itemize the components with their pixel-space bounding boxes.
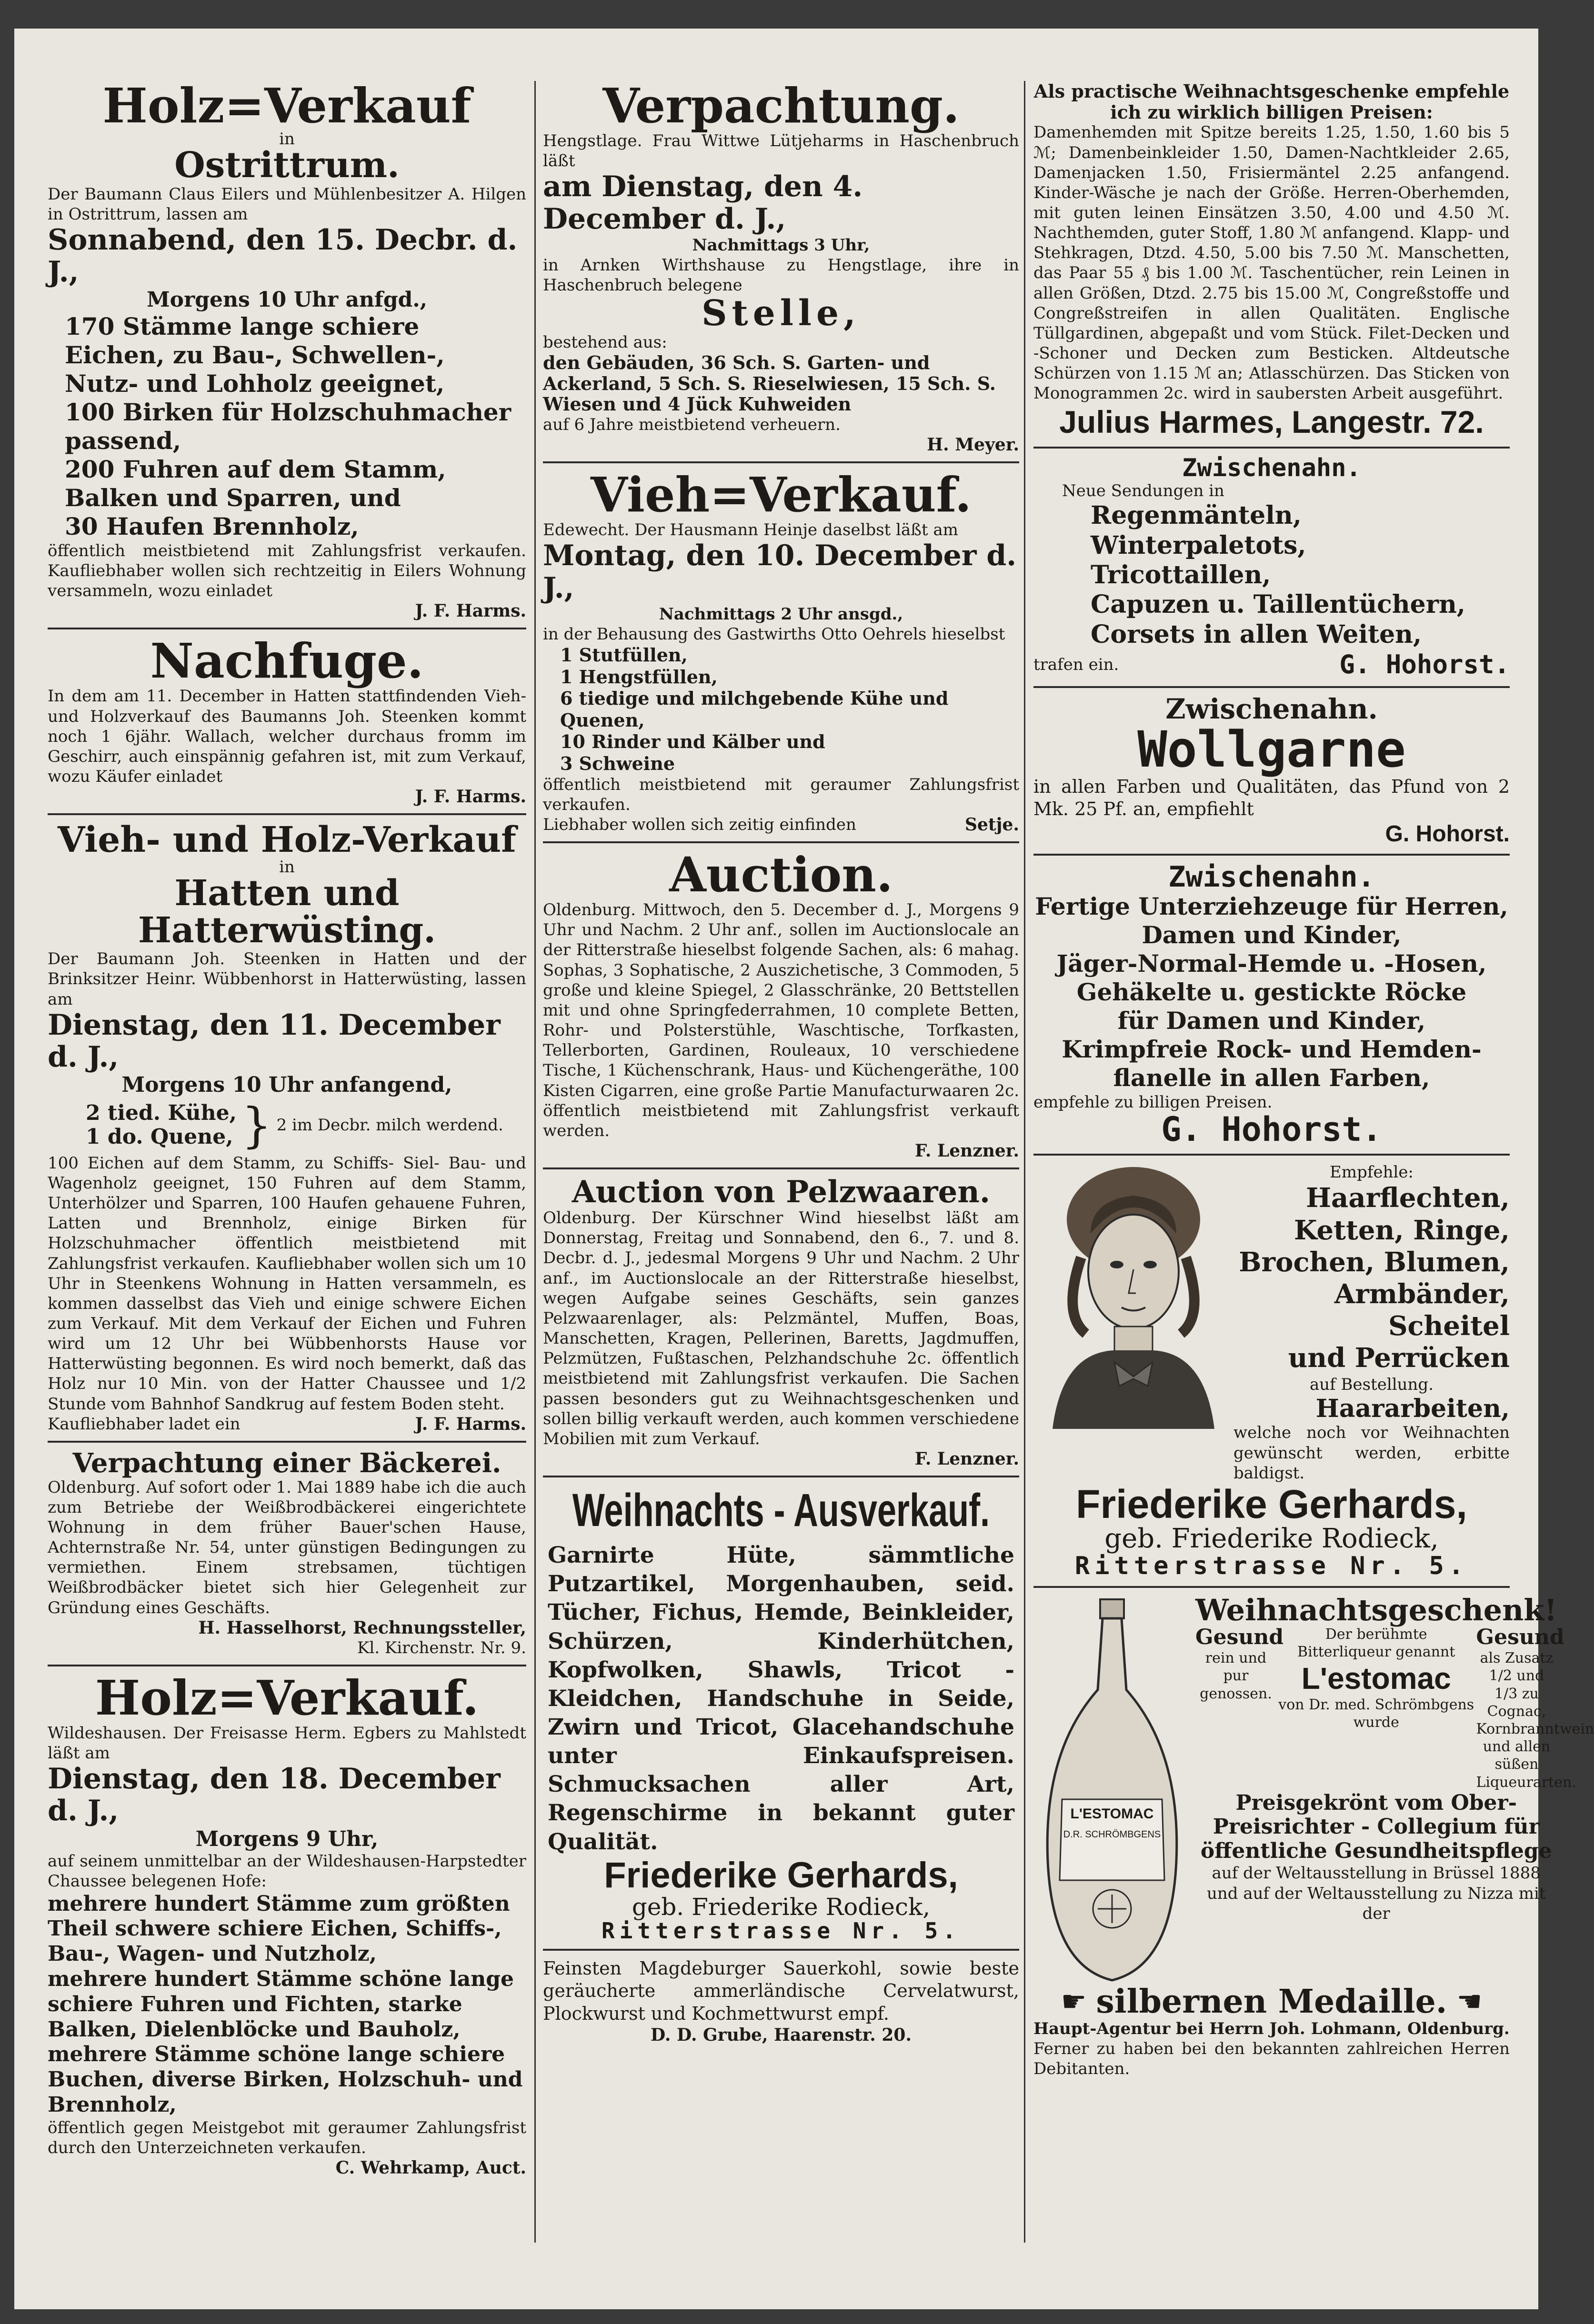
ad-date: Montag, den 10. December d. J.,: [543, 539, 1017, 605]
separator: [48, 628, 526, 629]
ad-item: 6 tiedige und milchgebende Kühe und Quenen,: [560, 688, 949, 731]
ad-hohorst-wollgarne: [1033, 695, 1510, 847]
brand-name: L'estomac: [1301, 1661, 1451, 1696]
ad-signature: H. Hasselhorst, Rechnungssteller,: [198, 1617, 526, 1638]
ad-cattle-note: 2 im Decbr. milch werdend.: [276, 1116, 503, 1135]
ad-item: 10 Rinder und Kälber und: [560, 731, 825, 753]
ad-item: 170 Stämme lange schiere Eichen, zu Bau-, Schwellen-, Nutz- und Lohholz geeignet,: [65, 312, 445, 398]
ad-title: Zwischenahn.: [1165, 693, 1378, 726]
ad-cattle-line: 2 tied. Kühe,: [86, 1100, 237, 1125]
separator: [1033, 686, 1510, 688]
ad-items: [48, 312, 526, 541]
ad-outro: trafen ein.: [1033, 655, 1119, 674]
ad-signature: F. Lenzner.: [914, 1449, 1019, 1469]
ad-text: Feinsten Magdeburger Sauerkohl, sowie beste geräucherte ammerländische Cervelatwurst, Plockwurst und Kochmettwurst empf.: [543, 1958, 1019, 2024]
separator: [1033, 1586, 1510, 1588]
ad-title: Weihnachtsgeschenk!: [1195, 1592, 1557, 1627]
ad-date: am Dienstag, den 4. December d. J.,: [543, 170, 863, 236]
ad-place: Ostrittrum.: [174, 145, 400, 186]
ad-item: Regenmänteln,: [1091, 501, 1302, 530]
ad-item: Tricottaillen,: [1091, 560, 1271, 590]
ad-consists: bestehend aus:: [543, 332, 667, 352]
medal-text: silbernen Medaille.: [1096, 1982, 1447, 2021]
ad-in: in: [279, 857, 295, 877]
ad-address: Kl. Kirchenstr. Nr. 9.: [357, 1638, 526, 1657]
ad-intro: Empfehle:: [1330, 1163, 1414, 1182]
ad-hohorst-zwischenahn-1: [1033, 455, 1510, 680]
ad-lestomac: [1033, 1592, 1594, 2079]
shop-street: Ritterstrasse Nr. 5.: [1074, 1551, 1469, 1580]
ad-text: 100 Eichen auf dem Stamm, zu Schiffs- Siel- Bau- und Wagenholz geeignet, 150 Fuhren auf dem Stamm, Unterhölzer und Sparren, 100 Haufen gehauene Fuhren, Latten und Brennholz, einige Birken für Holzschuhmacher öffentlich meistbietend mit Zahlungsfrist verkaufen. Kaufliebhaber wollen sich um 10 Uhr in Steenkens Wohnung in Hatten versammeln, es kommen dasselbst das Vieh und einige schwere Eichen zum Verkauf. Mit dem Verkauf der Eichen und Fuhren wird um 12 Uhr bei Wübbenhorsts Hause vor Hatterwüsting begonnen. Es wird noch bemerkt, daß das Holz nur 10 Min. von der Hatter Chaussee und 1/2 Stunde vom Bahnhof Sandkrug auf festem Boden steht.: [48, 1153, 526, 1414]
column-1: [48, 78, 526, 2252]
ad-item: 1 Stutfüllen,: [560, 644, 688, 666]
ad-time: Morgens 10 Uhr anfangend,: [121, 1073, 452, 1097]
ad-outro: Ferner zu haben bei den bekannten zahlreichen Herren Debitanten.: [1033, 2039, 1510, 2079]
ad-verpachtung-baeckerei: [48, 1449, 526, 1658]
ad-item: mehrere hundert Stämme zum größten Theil schwere schiere Eichen, Schiffs-, Bau-, Wagen- und Nutzholz,: [48, 1891, 510, 1966]
ad-text: Oldenburg. Der Kürschner Wind hieselbst läßt am Donnerstag, Freitag und Sonnabend, den 6., 7. und 8. Decbr. d. J., jedesmal Morgens 9 Uhr und Nachm. 2 Uhr anf., im Auctionslocale an der Ritterstraße hieselbst, wegen Aufgabe seines Geschäfts, sein ganzes Pelzwaarenlager, als: Pelzmäntel, Muffen, Boas, Manschetten, Kragen, Pellerinen, Baretts, Jagdmuffen, Pelzmützen, Fußtaschen, Pelzhandschuhe 2c. öffentlich meistbietend mit Zahlungsfrist verkaufen. Die Sachen passen besonders gut zu Weihnachtsgeschenken und sollen billig verkauft werden, auch kommen verschiedene Mobilien mit zum Verkauf.: [543, 1208, 1019, 1448]
ad-items: den Gebäuden, 36 Sch. S. Garten- und Ackerland, 5 Sch. S. Rieselwiesen, 15 Sch. S. Wiesen und 4 Jück Kuhweiden: [543, 352, 996, 415]
ad-place: Hatten und Hatterwüsting.: [138, 872, 436, 951]
ad-line: für Damen und Kinder,: [1117, 1006, 1426, 1035]
ad-holz-verkauf-wildeshausen: [48, 1669, 526, 2178]
gesund-sub: als Zusatz 1/2 und 1/3 zu Cognac, Kornbranntwein und allen süßen Liqueurarten.: [1476, 1650, 1594, 1791]
ad-title: Vieh- und Holz-Verkauf: [58, 819, 516, 861]
ad-items: [543, 644, 1019, 775]
separator: [48, 813, 526, 815]
ad-cattle-line: 1 do. Quene,: [86, 1125, 233, 1149]
ad-signature: G. Hohorst.: [1339, 649, 1510, 680]
ad-lines: [1033, 892, 1510, 1092]
ad-signature: Julius Harmes, Langestr. 72.: [1059, 404, 1484, 439]
separator: [48, 1665, 526, 1666]
ad-title: Holz=Verkauf: [102, 78, 471, 134]
ad-text: Damenhemden mit Spitze bereits 1.25, 1.50, 1.60 bis 5 ℳ; Damenbeinkleider 1.50, Damen-Nachtkleider 2.65, Damenjacken 1.50, Frisiermäntel 2.25 anfangend. Kinder-Wäsche je nach der Größe. Herren-Oberhemden, mit guten leinen Einsätzen 3.50, 4.00 und 4.50 ℳ. Nachthemden, guter Stoff, 1.80 ℳ anfangend. Klapp- und Stehkragen, Dtzd. 4.50, 5.00 bis 7.50 ℳ. Manschetten, das Paar 55 ₰ bis 1.00 ℳ. Taschentücher, rein Leinen in allen Größen, Dtzd. 2.75 bis 15.00 ℳ, Congreßstoffe und Congreßstreifen in allen Qualitäten. Englische Tüllgardinen, abgepaßt und vom Stück. Filet-Decken und -Schoner und Decken zum Besticken. Altdeutsche Schürzen von 1.15 ℳ an; Atlasschürzen. Das Sticken von Monogrammen 2c. wird in saubersten Arbeit ausgeführt.: [1033, 123, 1510, 403]
ad-holz-verkauf-ostrittrum: [48, 78, 526, 621]
ad-line: Damen und Kinder,: [1142, 920, 1402, 949]
ad-verpachtung: [543, 78, 1019, 455]
ad-vieh-verkauf: [543, 467, 1019, 835]
ad-title: Weihnachts - Ausverkauf.: [572, 1485, 990, 1536]
ad-outro: Liebhaber wollen sich zeitig einfinden: [543, 815, 856, 834]
separator: [1033, 447, 1510, 449]
separator: [543, 461, 1019, 463]
column-3: [1033, 80, 1594, 2252]
ad-location: in der Behausung des Gastwirths Otto Oehrels hieselbst: [543, 624, 1005, 644]
bottle-label-text: L'ESTOMAC: [1070, 1805, 1154, 1822]
liqueur-intro: Der berühmte Bitterliqueur genannt: [1297, 1626, 1455, 1660]
ad-date: Dienstag, den 18. December d. J.,: [48, 1762, 501, 1828]
ad-auction-pelzwaaren: [543, 1176, 1019, 1469]
ad-item: 100 Birken für Holzschuhmacher passend,: [65, 398, 511, 455]
ad-friederike-gerhards: [1033, 1162, 1510, 1579]
ad-title: Nachfuge.: [150, 633, 424, 689]
column-divider: [534, 81, 536, 2243]
separator: [1033, 854, 1510, 856]
ad-auction: [543, 847, 1019, 1161]
separator: [543, 1949, 1019, 1951]
woman-portrait-illustration: [1033, 1162, 1233, 1429]
ad-item: Brochen, Blumen,: [1239, 1246, 1510, 1278]
ad-title: Verpachtung einer Bäckerei.: [72, 1447, 501, 1479]
ad-signature: C. Wehrkamp, Auct.: [335, 2158, 526, 2178]
ad-title: Verpachtung.: [602, 78, 960, 134]
ad-time: Morgens 10 Uhr anfgd.,: [146, 288, 428, 312]
ad-intro: Der Baumann Claus Eilers und Mühlenbesitzer A. Hilgen in Ostrittrum, lassen am: [48, 184, 526, 224]
ad-title: Zwischenahn.: [1182, 453, 1361, 482]
ad-location: in Arnken Wirthshause zu Hengstlage, ihre in Haschenbruch belegene: [543, 255, 1019, 295]
ad-time: Nachmittags 3 Uhr,: [692, 235, 870, 255]
ad-intro: Edewecht. Der Hausmann Heinje daselbst läßt am: [543, 520, 958, 540]
ad-signature: J. F. Harms.: [415, 601, 526, 621]
ad-outro: auf 6 Jahre meistbietend verheuern.: [543, 415, 841, 435]
ad-line: Gehäkelte u. gestickte Röcke: [1076, 977, 1467, 1006]
ad-title: Als practische Weihnachtsgeschenke empfehle ich zu wirklich billigen Preisen:: [1033, 80, 1510, 123]
ad-items: [1033, 501, 1510, 649]
ad-title: Zwischenahn.: [1168, 860, 1375, 894]
ad-text: Oldenburg. Mittwoch, den 5. December d. J., Morgens 9 Uhr und Nachm. 2 Uhr anf., sollen im Auctionslocale an der Ritterstraße hieselbst folgende Sachen, als: 6 mahag. Sophas, 3 Sophatische, 2 Auszichetische, 3 Commoden, 5 große und kleine Spiegel, 2 Glasschränke, 20 Bettstellen mit und ohne Springfederrahmen, 10 complete Betten, Rohr- und Polsterstühle, Waschtische, Torfkasten, Tellerborten, Gardinen, Rouleaux, 10 verschiedene Tische, 1 Küchenschrank, Haus- und Küchengeräthe, 100 Kisten Cigarren, eine große Partie Manufacturwaaren 2c. öffentlich meistbietend mit Zahlungsfrist verkauft werden.: [543, 900, 1019, 1140]
gesund-sub: rein und pur genossen.: [1200, 1650, 1272, 1702]
ad-line: Jäger-Normal-Hemde u. -Hosen,: [1056, 949, 1487, 977]
separator: [543, 841, 1019, 843]
prize-text: Preisgekrönt vom Ober-Preisrichter - Collegium für öffentliche Gesundheitspflege: [1200, 1790, 1552, 1863]
ad-item: 30 Haufen Brennholz,: [65, 512, 359, 540]
ad-outro: öffentlich meistbietend mit Zahlungsfrist verkaufen. Kaufliebhaber wollen sich rechtzeitig in Eilers Wohnung versammeln, wozu einladet: [48, 541, 526, 601]
ad-item: Corsets in allen Weiten,: [1091, 619, 1422, 649]
ad-item: Capuzen u. Taillentüchern,: [1091, 590, 1466, 619]
ad-line: Krimpfreie Rock- und Hemden-: [1062, 1035, 1482, 1063]
ad-intro: Der Baumann Joh. Steenken in Hatten und der Brinksitzer Heinr. Wübbenhorst in Hatterwüsting, lassen am: [48, 949, 526, 1009]
wurde: wurde: [1353, 1714, 1399, 1731]
ad-in: in: [279, 130, 295, 149]
ad-item: und Perrücken: [1288, 1342, 1510, 1374]
ad-outro: Kaufliebhaber ladet ein: [48, 1414, 241, 1434]
ad-location: auf seinem unmittelbar an der Wildeshausen-Harpstedter Chaussee belegenen Hofe:: [48, 1852, 526, 1891]
ad-signature: J. F. Harms.: [415, 1414, 526, 1434]
pointing-hand-icon: ☚: [1456, 1985, 1483, 2019]
maker: von Dr. med. Schrömbgens: [1278, 1696, 1474, 1713]
ad-agent: Haupt-Agentur bei Herrn Joh. Lohmann, Oldenburg.: [1033, 2019, 1510, 2038]
bottle-maker-text: D.R. SCHRÖMBGENS: [1063, 1829, 1161, 1840]
ad-headline: Wollgarne: [1137, 720, 1406, 779]
ad-text: auf der Weltausstellung in Brüssel 1888 und auf der Weltausstellung zu Nizza mit der: [1206, 1864, 1546, 1923]
ad-date: Sonnabend, den 15. Decbr. d. J.,: [48, 223, 518, 289]
ad-line: flanelle in allen Farben,: [1113, 1063, 1430, 1092]
ad-item: mehrere hundert Stämme schöne lange schiere Fuhren und Fichten, starke Balken, Dielenblöcke und Bauholz,: [48, 1966, 514, 2042]
ad-item: 3 Schweine: [560, 753, 675, 775]
ad-time: Nachmittags 2 Uhr ansgd.,: [659, 604, 903, 624]
ad-text: Oldenburg. Auf sofort oder 1. Mai 1889 habe ich die auch zum Betriebe der Weißbrodbäckerei eingerichtete Wohnung in dem früher Bauer'schen Hause, Achternstraße Nr. 54, unter günstigen Bedingungen zu vermiethen. Einem strebsamen, tüchtigen Weißbrodbäcker bietet sich hier Gelegenheit zur Gründung eines Geschäfts.: [48, 1477, 526, 1617]
ad-title: Vieh=Verkauf.: [591, 467, 972, 523]
ad-hohorst-unterzeuge: [1033, 862, 1510, 1147]
shop-born: geb. Friederike Rodieck,: [1104, 1523, 1439, 1555]
gesund-label: Gesund: [1476, 1625, 1564, 1649]
ad-note: auf Bestellung.: [1309, 1375, 1434, 1394]
ad-item: Haararbeiten,: [1315, 1394, 1510, 1423]
ad-intro: Hengstlage. Frau Wittwe Lütjeharms in Haschenbruch läßt: [543, 131, 1019, 171]
ad-outro: welche noch vor Weihnachten gewünscht werden, erbitte baldigst.: [1233, 1423, 1510, 1483]
gesund-label: Gesund: [1195, 1625, 1284, 1649]
ad-outro: öffentlich meistbietend mit geraumer Zahlungsfrist verkaufen.: [543, 775, 1019, 814]
ad-signature: J. F. Harms.: [415, 787, 526, 807]
ad-signature: G. Hohorst.: [1161, 1109, 1382, 1149]
ad-text: in allen Farben und Qualitäten, das Pfund von 2 Mk. 25 Pf. an, empfiehlt: [1033, 776, 1510, 820]
ad-signature: F. Lenzner.: [914, 1140, 1019, 1161]
ad-item: Ketten, Ringe,: [1294, 1214, 1510, 1246]
shop-born: geb. Friederike Rodieck,: [632, 1893, 931, 1921]
ad-weihnachts-ausverkauf: [543, 1484, 1019, 1942]
ad-nachfuge: [48, 633, 526, 807]
ad-text: Garnirte Hüte, sämmtliche Putzartikel, Morgenhauben, seid. Tücher, Fichus, Hemde, Beinkleider, Schürzen, Kinderhütchen, Kopfwolken, Shawls, Tricot - Kleidchen, Handschuhe in Seide, Zwirn und Tricot, Glacehandschuhe unter Einkaufspreisen. Schmucksachen aller Art, Regenschirme in bekannt guter Qualität.: [548, 1542, 1014, 1855]
pointing-hand-icon: ☛: [1061, 1985, 1087, 2019]
ad-cattle: 2 tied. Kühe, 1 do. Quene, } 2 im Decbr. milch werdend.: [86, 1097, 503, 1153]
separator: [543, 1167, 1019, 1169]
ad-item: 200 Fuhren auf dem Stamm, Balken und Sparren, und: [65, 455, 446, 512]
ad-time: Morgens 9 Uhr,: [195, 1826, 379, 1851]
column-divider: [1024, 81, 1025, 2243]
ad-items: [48, 1892, 526, 2118]
separator: [48, 1441, 526, 1443]
ad-line: Fertige Unterziehzeuge für Herren,: [1035, 892, 1508, 920]
ad-intro: Wildeshausen. Der Freisasse Herm. Egbers zu Mahlstedt läßt am: [48, 1723, 526, 1763]
column-2: [543, 78, 1019, 2252]
ad-intro: Neue Sendungen in: [1062, 481, 1224, 501]
ad-julius-harmes: [1033, 81, 1510, 440]
ad-item: Armbänder,: [1334, 1278, 1510, 1310]
ad-item: Haarflechten,: [1306, 1182, 1510, 1214]
ad-outro: empfehle zu billigen Preisen.: [1033, 1092, 1273, 1112]
ad-item: mehrere Stämme schöne lange schiere Buchen, diverse Birken, Holzschuh- und Brennholz,: [48, 2042, 523, 2117]
ad-title: Auction.: [669, 847, 893, 903]
ad-outro: öffentlich gegen Meistgebot mit geraumer Zahlungsfrist durch den Unterzeichneten verkaufen.: [48, 2118, 526, 2157]
ad-headline: Stelle,: [702, 293, 861, 334]
ad-items: [1233, 1182, 1510, 1374]
ad-signature: Setje.: [965, 814, 1019, 835]
ad-title: Holz=Verkauf.: [95, 1669, 479, 1726]
ad-item: 1 Hengstfüllen,: [560, 666, 718, 688]
shop-name: Friederike Gerhards,: [604, 1855, 958, 1895]
ad-item: Scheitel: [1388, 1310, 1510, 1342]
ad-sauerkohl: [543, 1957, 1019, 2045]
liqueur-bottle-illustration: [1033, 1595, 1191, 1985]
ad-vieh-holz-verkauf: [48, 819, 526, 1434]
ad-item: Winterpaletots,: [1091, 530, 1306, 560]
ad-signature: D. D. Grube, Haarenstr. 20.: [651, 2025, 912, 2045]
newspaper-page: [14, 29, 1594, 2309]
separator: [1033, 1154, 1510, 1156]
ad-text: In dem am 11. December in Hatten stattfindenden Vieh- und Holzverkauf des Baumanns Joh. Steenken kommt noch 1 6jähr. Wallach, welcher durchaus fromm im Geschirr, auch einspännig gefahren ist, mit zum Verkauf, wozu Käufer einladet: [48, 687, 526, 787]
ad-date: Dienstag, den 11. December d. J.,: [48, 1008, 501, 1074]
shop-name: Friederike Gerhards,: [1076, 1481, 1467, 1526]
ad-title: Auction von Pelzwaaren.: [571, 1174, 991, 1210]
separator: [543, 1476, 1019, 1477]
ad-signature: H. Meyer.: [927, 435, 1019, 455]
shop-street: Ritterstrasse Nr. 5.: [602, 1918, 961, 1944]
ad-signature: G. Hohorst.: [1385, 821, 1510, 847]
